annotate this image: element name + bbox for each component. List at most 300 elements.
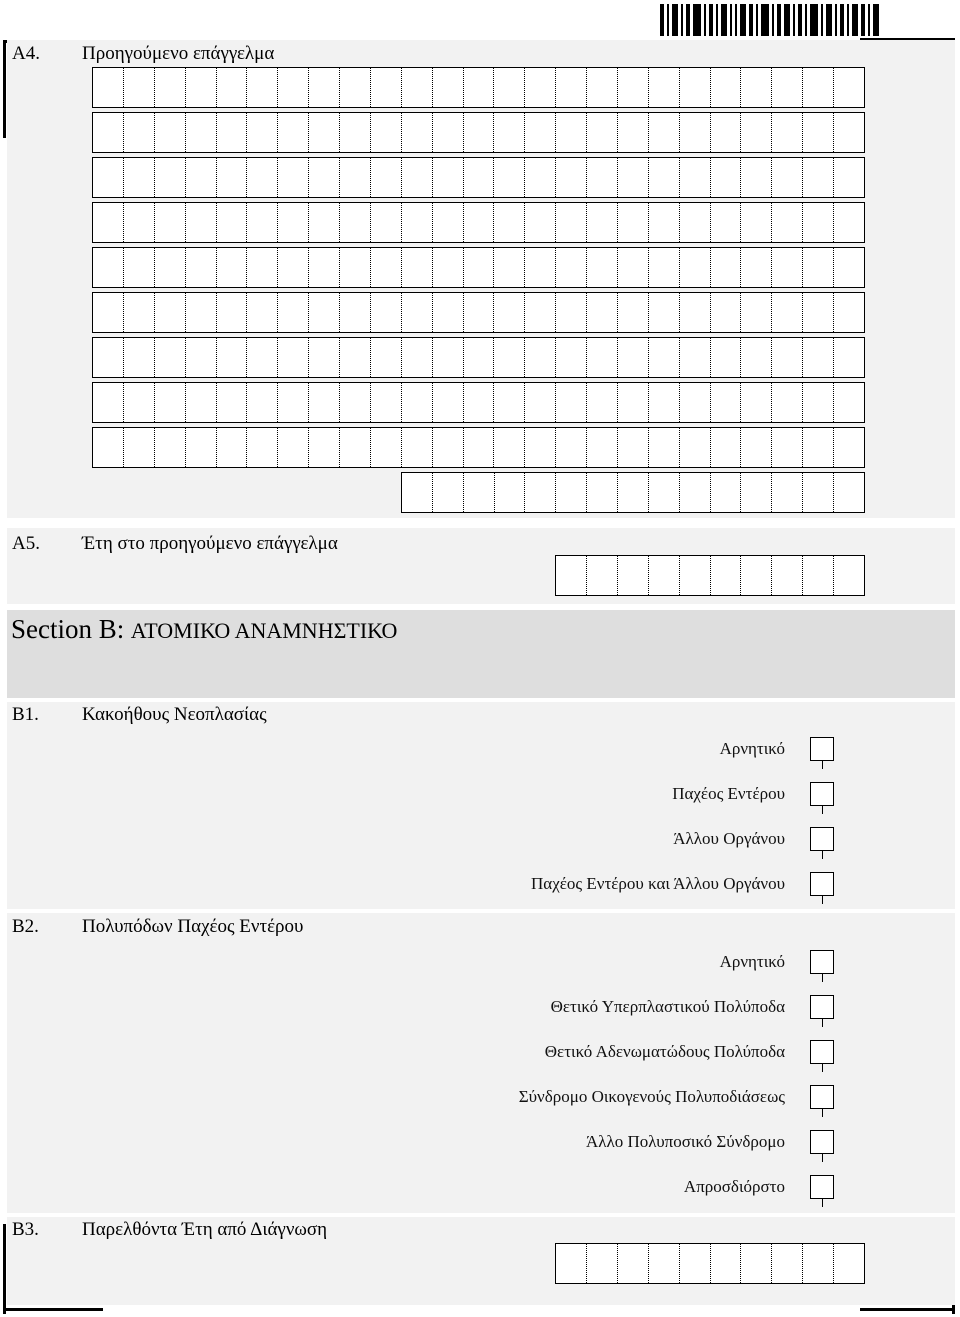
grid-cell: [123, 248, 154, 287]
grid-cell: [802, 68, 833, 107]
grid-cell: [524, 338, 555, 377]
grid-cell: [617, 556, 648, 595]
grid-cell: [802, 158, 833, 197]
grid-cell: [277, 338, 308, 377]
grid-cell: [401, 203, 432, 242]
grid-cell: [555, 383, 586, 422]
grid-cell: [493, 113, 524, 152]
grid-cell: [802, 1244, 833, 1283]
grid-cell: [246, 113, 277, 152]
grid-cell: [401, 158, 432, 197]
grid-cell: [679, 68, 710, 107]
grid-cell: [556, 556, 586, 595]
a4-occupation-row-3[interactable]: [92, 157, 865, 198]
grid-cell: [740, 68, 771, 107]
grid-cell: [93, 203, 123, 242]
grid-cell: [277, 293, 308, 332]
grid-cell: [370, 293, 401, 332]
grid-cell: [740, 113, 771, 152]
grid-cell: [432, 68, 463, 107]
grid-cell: [370, 428, 401, 467]
a4-occupation-row-5[interactable]: [92, 247, 865, 288]
grid-cell: [216, 383, 247, 422]
grid-cell: [246, 203, 277, 242]
section-b-title-rest: ΑΤΟΜΙΚΟ ΑΝΑΜΝΗΣΤΙΚΟ: [130, 618, 398, 643]
grid-cell: [93, 338, 123, 377]
grid-cell: [771, 158, 802, 197]
b1-option-tick-1: [822, 761, 823, 769]
grid-cell: [648, 293, 679, 332]
b1-option-label-2: Παχέος Εντέρου: [672, 784, 785, 803]
grid-cell: [771, 1244, 802, 1283]
grid-cell: [740, 158, 771, 197]
grid-cell: [463, 473, 494, 512]
grid-cell: [216, 428, 247, 467]
grid-cell: [771, 203, 802, 242]
grid-cell: [308, 428, 339, 467]
grid-cell: [833, 248, 864, 287]
corner-mark-top-left: [3, 40, 6, 138]
grid-cell: [524, 293, 555, 332]
a4-occupation-row-9[interactable]: [92, 427, 865, 468]
grid-cell: [154, 428, 185, 467]
b1-option-label-1: Αρνητικό: [719, 739, 785, 758]
grid-cell: [463, 383, 494, 422]
grid-cell: [740, 383, 771, 422]
grid-cell: [648, 383, 679, 422]
grid-cell: [370, 203, 401, 242]
section-b-title-prefix: Section B:: [11, 614, 125, 644]
grid-cell: [493, 203, 524, 242]
grid-cell: [246, 428, 277, 467]
grid-cell: [370, 68, 401, 107]
grid-cell: [679, 1244, 710, 1283]
grid-cell: [710, 248, 741, 287]
grid-cell: [740, 248, 771, 287]
grid-cell: [308, 203, 339, 242]
grid-cell: [308, 68, 339, 107]
grid-cell: [123, 293, 154, 332]
grid-cell: [586, 68, 617, 107]
grid-cell: [493, 68, 524, 107]
grid-cell: [555, 68, 586, 107]
b2-option-label-2: Θετικό Υπερπλαστικού Πολύποδα: [550, 997, 785, 1016]
grid-cell: [308, 113, 339, 152]
grid-cell: [154, 113, 185, 152]
grid-cell: [586, 113, 617, 152]
b1-option-checkbox-1[interactable]: [810, 737, 834, 761]
b2-option-tick-5: [822, 1154, 823, 1162]
grid-cell: [277, 428, 308, 467]
grid-cell: [463, 113, 494, 152]
grid-cell: [556, 1244, 586, 1283]
grid-cell: [432, 293, 463, 332]
grid-cell: [555, 338, 586, 377]
grid-cell: [216, 248, 247, 287]
grid-cell: [617, 158, 648, 197]
b2-option-tick-2: [822, 1019, 823, 1027]
grid-cell: [339, 203, 370, 242]
grid-cell: [802, 383, 833, 422]
grid-cell: [555, 473, 586, 512]
grid-cell: [555, 158, 586, 197]
corner-mark-bottom-right-h: [860, 1308, 955, 1311]
grid-cell: [246, 158, 277, 197]
grid-cell: [586, 158, 617, 197]
grid-cell: [185, 383, 216, 422]
grid-cell: [802, 556, 833, 595]
b1-option-checkbox-4[interactable]: [810, 872, 834, 896]
a4-occupation-row-6[interactable]: [92, 292, 865, 333]
grid-cell: [771, 428, 802, 467]
grid-cell: [370, 338, 401, 377]
grid-cell: [586, 248, 617, 287]
b2-option-checkbox-2[interactable]: [810, 995, 834, 1019]
grid-cell: [308, 338, 339, 377]
grid-cell: [370, 113, 401, 152]
grid-cell: [432, 158, 463, 197]
grid-cell: [586, 293, 617, 332]
grid-cell: [185, 338, 216, 377]
grid-cell: [432, 428, 463, 467]
grid-cell: [123, 338, 154, 377]
grid-cell: [494, 473, 525, 512]
grid-cell: [401, 428, 432, 467]
grid-cell: [648, 113, 679, 152]
grid-cell: [679, 338, 710, 377]
grid-cell: [524, 248, 555, 287]
grid-cell: [432, 203, 463, 242]
a4-occupation-row-1[interactable]: [92, 67, 865, 108]
grid-cell: [185, 203, 216, 242]
grid-cell: [277, 248, 308, 287]
grid-cell: [524, 203, 555, 242]
b2-option-tick-4: [822, 1109, 823, 1117]
grid-cell: [833, 556, 864, 595]
b2-option-checkbox-1[interactable]: [810, 950, 834, 974]
grid-cell: [833, 203, 864, 242]
grid-cell: [833, 293, 864, 332]
grid-cell: [93, 428, 123, 467]
grid-cell: [617, 428, 648, 467]
b1-option-tick-2: [822, 806, 823, 814]
grid-cell: [710, 473, 741, 512]
grid-cell: [586, 473, 617, 512]
grid-cell: [123, 428, 154, 467]
b2-option-checkbox-4[interactable]: [810, 1085, 834, 1109]
grid-cell: [93, 113, 123, 152]
b2-option-tick-1: [822, 974, 823, 982]
grid-cell: [648, 556, 679, 595]
grid-cell: [679, 473, 710, 512]
grid-cell: [771, 293, 802, 332]
grid-cell: [308, 158, 339, 197]
grid-cell: [617, 473, 648, 512]
grid-cell: [586, 383, 617, 422]
grid-cell: [617, 1244, 648, 1283]
grid-cell: [617, 383, 648, 422]
grid-cell: [555, 428, 586, 467]
grid-cell: [339, 293, 370, 332]
grid-cell: [123, 203, 154, 242]
a4-question: Προηγούμενο επάγγελμα: [82, 43, 275, 64]
grid-cell: [617, 248, 648, 287]
grid-cell: [771, 68, 802, 107]
grid-cell: [833, 338, 864, 377]
grid-cell: [185, 158, 216, 197]
b2-option-label-4: Σύνδρομο Οικογενούς Πολυποδιάσεως: [518, 1087, 785, 1106]
grid-cell: [185, 113, 216, 152]
grid-cell: [524, 158, 555, 197]
b3-number: B3.: [12, 1219, 39, 1240]
grid-cell: [246, 338, 277, 377]
grid-cell: [802, 428, 833, 467]
b1-option-checkbox-3[interactable]: [810, 827, 834, 851]
grid-cell: [123, 383, 154, 422]
grid-cell: [154, 293, 185, 332]
grid-cell: [154, 203, 185, 242]
grid-cell: [710, 338, 741, 377]
grid-cell: [216, 293, 247, 332]
grid-cell: [493, 338, 524, 377]
grid-cell: [370, 248, 401, 287]
grid-cell: [679, 203, 710, 242]
corner-mark-bottom-left-h: [3, 1308, 103, 1311]
grid-cell: [740, 203, 771, 242]
grid-cell: [617, 338, 648, 377]
section-b-title: [11, 614, 397, 645]
grid-cell: [463, 248, 494, 287]
grid-cell: [771, 473, 802, 512]
grid-cell: [339, 428, 370, 467]
b3-years-input[interactable]: [555, 1243, 865, 1284]
grid-cell: [555, 248, 586, 287]
b2-option-label-3: Θετικό Αδενωματώδους Πολύποδα: [544, 1042, 785, 1061]
grid-cell: [586, 428, 617, 467]
grid-cell: [833, 383, 864, 422]
grid-cell: [339, 248, 370, 287]
a4-occupation-row-8[interactable]: [92, 382, 865, 423]
grid-cell: [679, 293, 710, 332]
barcode: [660, 4, 882, 36]
grid-cell: [123, 158, 154, 197]
grid-cell: [277, 113, 308, 152]
grid-cell: [710, 158, 741, 197]
grid-cell: [493, 383, 524, 422]
grid-cell: [524, 383, 555, 422]
grid-cell: [617, 68, 648, 107]
grid-cell: [586, 338, 617, 377]
grid-cell: [771, 113, 802, 152]
grid-cell: [308, 293, 339, 332]
grid-cell: [802, 248, 833, 287]
grid-cell: [463, 428, 494, 467]
a4-number: A4.: [12, 43, 40, 64]
b2-option-checkbox-6[interactable]: [810, 1175, 834, 1199]
grid-cell: [154, 338, 185, 377]
grid-cell: [648, 248, 679, 287]
grid-cell: [432, 383, 463, 422]
b2-option-checkbox-3[interactable]: [810, 1040, 834, 1064]
grid-cell: [493, 428, 524, 467]
grid-cell: [710, 556, 741, 595]
b1-option-tick-3: [822, 851, 823, 859]
grid-cell: [185, 293, 216, 332]
grid-cell: [432, 248, 463, 287]
b1-option-label-3: Άλλου Οργάνου: [673, 829, 785, 848]
grid-cell: [246, 248, 277, 287]
grid-cell: [463, 68, 494, 107]
grid-cell: [648, 158, 679, 197]
grid-cell: [710, 68, 741, 107]
grid-cell: [833, 428, 864, 467]
grid-cell: [463, 158, 494, 197]
grid-cell: [277, 203, 308, 242]
grid-cell: [216, 158, 247, 197]
grid-cell: [833, 1244, 864, 1283]
grid-cell: [617, 113, 648, 152]
a5-years-input[interactable]: [555, 555, 865, 596]
grid-cell: [524, 428, 555, 467]
grid-cell: [586, 556, 617, 595]
grid-cell: [833, 473, 864, 512]
grid-cell: [740, 338, 771, 377]
a4-occupation-row-4[interactable]: [92, 202, 865, 243]
grid-cell: [493, 293, 524, 332]
grid-cell: [370, 158, 401, 197]
grid-cell: [648, 1244, 679, 1283]
grid-cell: [93, 158, 123, 197]
grid-cell: [185, 428, 216, 467]
grid-cell: [710, 1244, 741, 1283]
grid-cell: [401, 68, 432, 107]
grid-cell: [493, 158, 524, 197]
grid-cell: [679, 556, 710, 595]
grid-cell: [154, 248, 185, 287]
grid-cell: [432, 473, 463, 512]
grid-cell: [154, 68, 185, 107]
grid-cell: [370, 383, 401, 422]
grid-cell: [617, 293, 648, 332]
b2-question: Πολυπόδων Παχέος Εντέρου: [82, 916, 304, 937]
b1-option-checkbox-2[interactable]: [810, 782, 834, 806]
grid-cell: [401, 113, 432, 152]
grid-cell: [586, 1244, 617, 1283]
a4-occupation-row-10[interactable]: [401, 472, 865, 513]
grid-cell: [93, 383, 123, 422]
grid-cell: [339, 338, 370, 377]
grid-cell: [401, 383, 432, 422]
grid-cell: [123, 113, 154, 152]
grid-cell: [648, 473, 679, 512]
grid-cell: [771, 383, 802, 422]
grid-cell: [555, 293, 586, 332]
grid-cell: [648, 338, 679, 377]
grid-cell: [339, 113, 370, 152]
grid-cell: [771, 338, 802, 377]
grid-cell: [771, 248, 802, 287]
grid-cell: [740, 556, 771, 595]
grid-cell: [679, 248, 710, 287]
grid-cell: [339, 158, 370, 197]
a4-occupation-row-7[interactable]: [92, 337, 865, 378]
grid-cell: [154, 158, 185, 197]
grid-cell: [339, 383, 370, 422]
grid-cell: [432, 113, 463, 152]
grid-cell: [802, 113, 833, 152]
grid-cell: [216, 203, 247, 242]
b1-option-tick-4: [822, 896, 823, 904]
grid-cell: [246, 293, 277, 332]
a5-number: A5.: [12, 533, 40, 554]
grid-cell: [802, 338, 833, 377]
grid-cell: [524, 68, 555, 107]
grid-cell: [401, 248, 432, 287]
grid-cell: [401, 338, 432, 377]
grid-cell: [555, 113, 586, 152]
grid-cell: [277, 158, 308, 197]
b2-option-label-6: Απροσδιόρστο: [683, 1177, 785, 1196]
b1-option-label-4: Παχέος Εντέρου και Άλλου Οργάνου: [531, 874, 785, 893]
grid-cell: [802, 293, 833, 332]
grid-cell: [679, 383, 710, 422]
grid-cell: [308, 383, 339, 422]
b2-option-tick-6: [822, 1199, 823, 1207]
grid-cell: [277, 383, 308, 422]
grid-cell: [93, 248, 123, 287]
grid-cell: [679, 113, 710, 152]
grid-cell: [154, 383, 185, 422]
grid-cell: [802, 473, 833, 512]
grid-cell: [401, 293, 432, 332]
grid-cell: [802, 203, 833, 242]
grid-cell: [740, 1244, 771, 1283]
grid-cell: [740, 473, 771, 512]
b2-option-label-1: Αρνητικό: [719, 952, 785, 971]
grid-cell: [648, 428, 679, 467]
grid-cell: [710, 203, 741, 242]
corner-mark-bottom-left: [3, 1224, 6, 1314]
b1-question: Κακοήθους Νεοπλασίας: [82, 704, 267, 725]
b2-option-checkbox-5[interactable]: [810, 1130, 834, 1154]
grid-cell: [648, 203, 679, 242]
grid-cell: [493, 248, 524, 287]
grid-cell: [216, 113, 247, 152]
a5-question: Έτη στο προηγούμενο επάγγελμα: [82, 533, 338, 554]
grid-cell: [463, 293, 494, 332]
b2-option-label-5: Άλλο Πολυποσικό Σύνδρομο: [585, 1132, 785, 1151]
b3-question: Παρελθόντα Έτη από Διάγνωση: [82, 1219, 328, 1240]
a4-occupation-row-2[interactable]: [92, 112, 865, 153]
grid-cell: [679, 428, 710, 467]
grid-cell: [246, 383, 277, 422]
grid-cell: [216, 68, 247, 107]
grid-cell: [216, 338, 247, 377]
grid-cell: [617, 203, 648, 242]
grid-cell: [679, 158, 710, 197]
grid-cell: [524, 473, 555, 512]
grid-cell: [463, 203, 494, 242]
grid-cell: [710, 113, 741, 152]
grid-cell: [246, 68, 277, 107]
grid-cell: [524, 113, 555, 152]
grid-cell: [710, 428, 741, 467]
grid-cell: [740, 293, 771, 332]
grid-cell: [648, 68, 679, 107]
grid-cell: [555, 203, 586, 242]
grid-cell: [710, 383, 741, 422]
grid-cell: [277, 68, 308, 107]
